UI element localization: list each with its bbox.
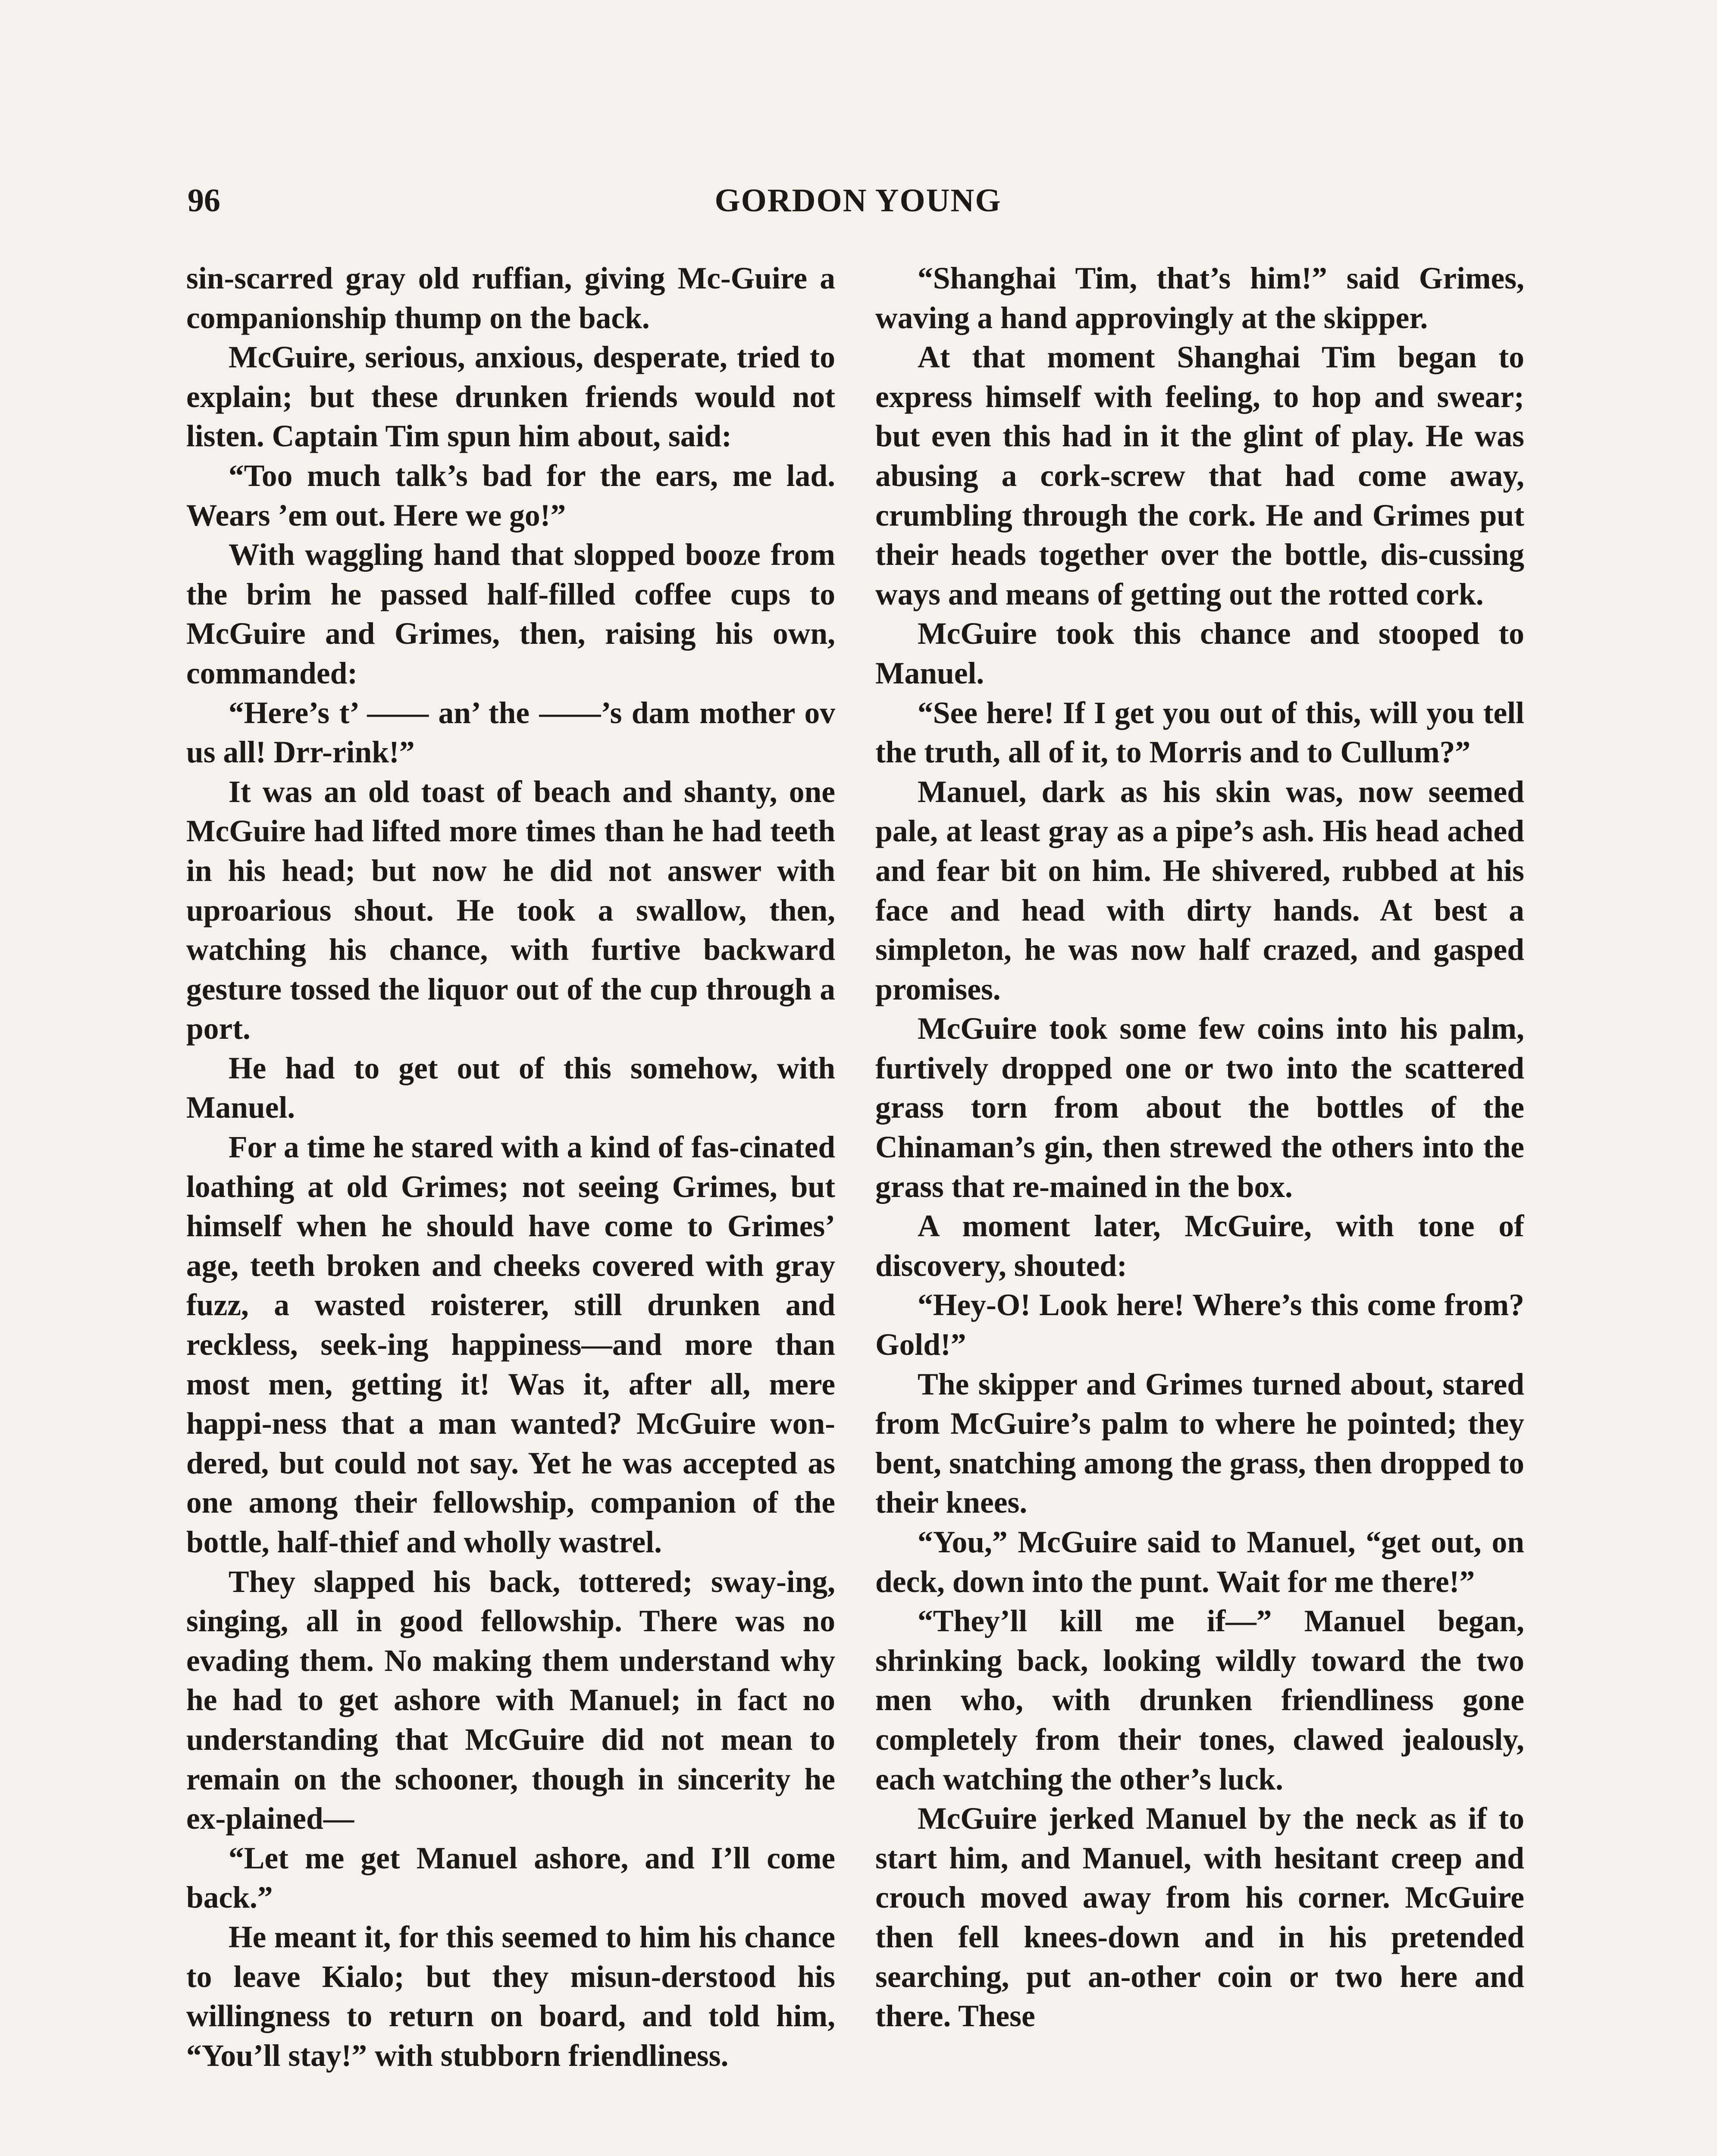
paragraph: “Hey-O! Look here! Where’s this come from? Gold!” bbox=[875, 1288, 1524, 1362]
paragraph: He meant it, for this seemed to him his chance to leave Kialo; but they misun-derstood his willingness to return on board, and told him, “You’ll stay!” with stubborn friendliness. bbox=[186, 1920, 835, 2073]
paragraph: At that moment Shanghai Tim began to express himself with feeling, to hop and swear; but even this had in it the glint of play. He was abusing a cork-screw that had come away, crumbling through the cork. He and Grimes put their heads together over the bottle, dis-cussing ways and means of getting out the rotted cork. bbox=[875, 340, 1524, 611]
paragraph: McGuire jerked Manuel by the neck as if to start him, and Manuel, with hesitant creep and crouch moved away from his corner. McGuire then fell knees-down and in his pretended searching, put an-other coin or two here and there. These bbox=[875, 1802, 1524, 2034]
paragraph: They slapped his back, tottered; sway-ing, singing, all in good fellowship. There was no evading them. No making them understand why he had to get ashore with Manuel; in fact no understanding that McGuire did not mean to remain on the schooner, though in sincerity he ex-plained— bbox=[186, 1564, 835, 1836]
running-head-author: GORDON YOUNG bbox=[714, 182, 1002, 219]
paragraph: For a time he stared with a kind of fas-cinated loathing at old Grimes; not seeing Grimes, but himself when he should have come to Grimes’ age, teeth broken and cheeks covered with gray fuzz, a wasted roisterer, still drunken and reckless, seek-ing happiness—and more than most men, getting it! Was it, after all, mere happi-ness that a man wanted? McGuire won-dered, but could not say. Yet he was accepted as one among their fellowship, companion of the bottle, half-thief and wholly wastrel. bbox=[186, 1130, 835, 1559]
page-number: 96 bbox=[188, 182, 220, 219]
paragraph: “Here’s t’ —— an’ the ——’s dam mother ov us all! Drr-rink!” bbox=[186, 696, 835, 770]
paragraph: “Shanghai Tim, that’s him!” said Grimes, waving a hand approvingly at the skipper. bbox=[875, 261, 1524, 335]
paragraph: A moment later, McGuire, with tone of discovery, shouted: bbox=[875, 1209, 1524, 1283]
right-column bbox=[875, 259, 1524, 2156]
paragraph: McGuire took this chance and stooped to Manuel. bbox=[875, 617, 1524, 690]
paragraph: sin-scarred gray old ruffian, giving Mc-Guire a companionship thump on the back. bbox=[186, 261, 835, 335]
left-column bbox=[186, 259, 835, 2156]
page-header bbox=[188, 177, 1529, 224]
paragraph: “See here! If I get you out of this, will you tell the truth, all of it, to Morris and to Cullum?” bbox=[875, 696, 1524, 770]
paragraph: With waggling hand that slopped booze from the brim he passed half-filled coffee cups to McGuire and Grimes, then, raising his own, commanded: bbox=[186, 538, 835, 690]
paragraph: “They’ll kill me if—” Manuel began, shrinking back, looking wildly toward the two men who, with drunken friendliness gone completely from their tones, clawed jealously, each watching the other’s luck. bbox=[875, 1604, 1524, 1796]
paragraph: McGuire, serious, anxious, desperate, tried to explain; but these drunken friends would not listen. Captain Tim spun him about, said: bbox=[186, 340, 835, 454]
paragraph: “You,” McGuire said to Manuel, “get out, on deck, down into the punt. Wait for me there!” bbox=[875, 1525, 1524, 1599]
paragraph: “Too much talk’s bad for the ears, me lad. Wears ’em out. Here we go!” bbox=[186, 458, 835, 533]
paragraph: He had to get out of this somehow, with Manuel. bbox=[186, 1051, 835, 1125]
paragraph: “Let me get Manuel ashore, and I’ll come back.” bbox=[186, 1841, 835, 1915]
paragraph: Manuel, dark as his skin was, now seemed pale, at least gray as a pipe’s ash. His head ached and fear bit on him. He shivered, rubbed at his face and head with dirty hands. At best a simpleton, he was now half crazed, and gasped promises. bbox=[875, 774, 1524, 1006]
paragraph: The skipper and Grimes turned about, stared from McGuire’s palm to where he pointed; they bent, snatching among the grass, then dropped to their knees. bbox=[875, 1367, 1524, 1520]
paragraph: It was an old toast of beach and shanty, one McGuire had lifted more times than he had teeth in his head; but now he did not answer with uproarious shout. He took a swallow, then, watching his chance, with furtive backward gesture tossed the liquor out of the cup through a port. bbox=[186, 774, 835, 1046]
paragraph: McGuire took some few coins into his palm, furtively dropped one or two into the scattered grass torn from about the bottles of the Chinaman’s gin, then strewed the others into the grass that re-mained in the box. bbox=[875, 1012, 1524, 1204]
